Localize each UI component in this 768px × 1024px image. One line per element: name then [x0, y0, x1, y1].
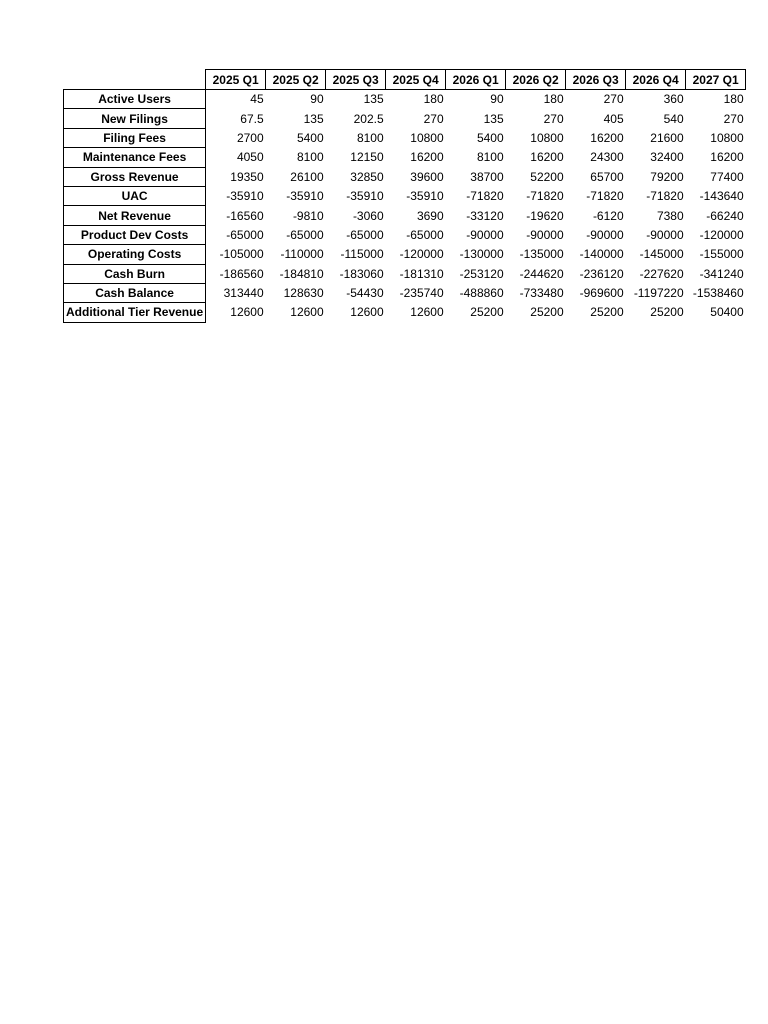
- table-cell[interactable]: 24300: [590, 150, 624, 165]
- table-row: [64, 128, 746, 147]
- table-cell[interactable]: -71820: [586, 189, 624, 204]
- table-cell[interactable]: 10800: [710, 130, 744, 145]
- table-cell[interactable]: 67.5: [240, 111, 264, 126]
- table-cell[interactable]: -65000: [346, 227, 384, 242]
- table-cell[interactable]: -115000: [340, 247, 384, 262]
- table-row: [64, 225, 746, 244]
- table-cell[interactable]: 8100: [296, 150, 324, 165]
- table-cell[interactable]: 360: [663, 92, 684, 107]
- table-cell[interactable]: 313440: [223, 286, 264, 301]
- table-cell[interactable]: 50400: [710, 305, 744, 320]
- table-cell[interactable]: 8100: [356, 130, 384, 145]
- table-cell[interactable]: 16200: [590, 130, 624, 145]
- table-cell[interactable]: 25200: [530, 305, 564, 320]
- table-cell[interactable]: 12600: [230, 305, 264, 320]
- table-cell[interactable]: 38700: [470, 169, 504, 184]
- table-row: [64, 90, 746, 109]
- column-header[interactable]: 2025 Q4: [386, 70, 446, 90]
- column-header[interactable]: 2027 Q1: [686, 70, 746, 90]
- table-cell[interactable]: 25200: [470, 305, 504, 320]
- table-cell[interactable]: 4050: [236, 150, 264, 165]
- table-cell[interactable]: 39600: [410, 169, 444, 184]
- column-header[interactable]: 2026 Q4: [626, 70, 686, 90]
- table-cell[interactable]: -244620: [519, 266, 564, 281]
- table-cell[interactable]: -6120: [592, 208, 624, 223]
- table-cell[interactable]: -33120: [466, 208, 504, 223]
- table-cell[interactable]: 32850: [350, 169, 384, 184]
- table-cell[interactable]: -16560: [226, 208, 264, 223]
- table-cell[interactable]: 405: [603, 111, 624, 126]
- table-cell[interactable]: -3060: [352, 208, 384, 223]
- table-cell[interactable]: 270: [603, 92, 624, 107]
- table-row: [64, 109, 746, 128]
- row-label-cell[interactable]: Active Users: [64, 90, 206, 109]
- table-cell[interactable]: 202.5: [353, 111, 384, 126]
- table-cell[interactable]: 540: [663, 111, 684, 126]
- table-cell[interactable]: -90000: [646, 227, 684, 242]
- table-cell[interactable]: 10800: [530, 130, 564, 145]
- column-header[interactable]: 2026 Q2: [506, 70, 566, 90]
- table-cell[interactable]: 180: [543, 92, 564, 107]
- table-cell[interactable]: 65700: [590, 169, 624, 184]
- column-header[interactable]: 2025 Q1: [206, 70, 266, 90]
- table-cell[interactable]: 180: [723, 92, 744, 107]
- table-cell[interactable]: -35910: [286, 189, 324, 204]
- row-label-cell[interactable]: Maintenance Fees: [64, 148, 206, 167]
- row-label-cell[interactable]: Product Dev Costs: [64, 225, 206, 244]
- column-header[interactable]: 2025 Q2: [266, 70, 326, 90]
- table-cell[interactable]: -135000: [519, 247, 564, 262]
- table-cell[interactable]: -341240: [699, 266, 744, 281]
- table-cell[interactable]: 45: [250, 92, 264, 107]
- table-cell[interactable]: 90: [490, 92, 504, 107]
- table-cell[interactable]: -140000: [579, 247, 624, 262]
- table-cell[interactable]: 5400: [296, 130, 324, 145]
- table-cell[interactable]: -65000: [226, 227, 264, 242]
- table-cell[interactable]: -733480: [519, 286, 564, 301]
- table-cell[interactable]: 19350: [230, 169, 264, 184]
- table-cell[interactable]: -236120: [579, 266, 624, 281]
- table-cell[interactable]: 77400: [710, 169, 744, 184]
- table-row: [64, 283, 746, 302]
- table-cell[interactable]: 12600: [350, 305, 384, 320]
- table-cell[interactable]: -1197220: [633, 286, 684, 301]
- table-cell[interactable]: 135: [363, 92, 384, 107]
- table-cell[interactable]: -253120: [459, 266, 504, 281]
- table-row: [64, 303, 746, 322]
- corner-cell[interactable]: [64, 70, 206, 90]
- table-cell[interactable]: -120000: [699, 227, 744, 242]
- table-cell[interactable]: -145000: [639, 247, 684, 262]
- table-cell[interactable]: -183060: [339, 266, 384, 281]
- table-cell[interactable]: 12600: [410, 305, 444, 320]
- row-label-cell[interactable]: Additional Tier Revenue: [64, 303, 206, 322]
- table-cell[interactable]: 270: [543, 111, 564, 126]
- table-row: [64, 264, 746, 283]
- table-cell[interactable]: 5400: [476, 130, 504, 145]
- table-cell[interactable]: -105000: [219, 247, 264, 262]
- table-cell[interactable]: 79200: [650, 169, 684, 184]
- table-row: [64, 148, 746, 167]
- table-cell[interactable]: -65000: [286, 227, 324, 242]
- table-cell[interactable]: -71820: [526, 189, 564, 204]
- table-cell[interactable]: -1538460: [692, 286, 744, 301]
- table-cell[interactable]: 270: [423, 111, 444, 126]
- table-cell[interactable]: -155000: [699, 247, 744, 262]
- table-cell[interactable]: -143640: [699, 189, 744, 204]
- table-cell[interactable]: 52200: [530, 169, 564, 184]
- table-cell[interactable]: 270: [723, 111, 744, 126]
- row-label-cell[interactable]: UAC: [64, 186, 206, 205]
- table-cell[interactable]: 21600: [650, 130, 684, 145]
- table-row: [64, 245, 746, 264]
- table-cell[interactable]: -90000: [586, 227, 624, 242]
- table-row: [64, 206, 746, 225]
- table-row: [64, 167, 746, 186]
- table-cell[interactable]: -488860: [459, 286, 504, 301]
- table-cell[interactable]: 25200: [590, 305, 624, 320]
- table-cell[interactable]: 32400: [650, 150, 684, 165]
- table-cell[interactable]: 16200: [710, 150, 744, 165]
- table-cell[interactable]: 128630: [283, 286, 324, 301]
- table-cell[interactable]: 180: [423, 92, 444, 107]
- table-cell[interactable]: 135: [483, 111, 504, 126]
- row-label-cell[interactable]: Filing Fees: [64, 128, 206, 147]
- column-header[interactable]: 2025 Q3: [326, 70, 386, 90]
- table-cell[interactable]: -227620: [639, 266, 684, 281]
- column-header[interactable]: 2026 Q3: [566, 70, 626, 90]
- table-cell[interactable]: -90000: [526, 227, 564, 242]
- table-cell[interactable]: 12150: [350, 150, 384, 165]
- table-cell[interactable]: -9810: [292, 208, 324, 223]
- table-cell[interactable]: -71820: [646, 189, 684, 204]
- table-cell[interactable]: 90: [310, 92, 324, 107]
- table-cell[interactable]: -120000: [399, 247, 444, 262]
- row-label-cell[interactable]: Net Revenue: [64, 206, 206, 225]
- row-label-cell[interactable]: Cash Balance: [64, 283, 206, 302]
- column-header[interactable]: 2026 Q1: [446, 70, 506, 90]
- table-cell[interactable]: 12600: [290, 305, 324, 320]
- table-cell[interactable]: -130000: [459, 247, 504, 262]
- table-cell[interactable]: -35910: [346, 189, 384, 204]
- table-cell[interactable]: -54430: [346, 286, 384, 301]
- table-cell[interactable]: -71820: [466, 189, 504, 204]
- table-cell[interactable]: 7380: [656, 208, 684, 223]
- spreadsheet-table: [63, 69, 746, 323]
- table-cell[interactable]: 10800: [410, 130, 444, 145]
- table-cell[interactable]: -186560: [219, 266, 264, 281]
- table-cell[interactable]: -35910: [226, 189, 264, 204]
- row-label-cell[interactable]: New Filings: [64, 109, 206, 128]
- header-row: [64, 70, 746, 90]
- table-cell[interactable]: -184810: [279, 266, 324, 281]
- row-label-cell[interactable]: Operating Costs: [64, 245, 206, 264]
- row-label-cell[interactable]: Gross Revenue: [64, 167, 206, 186]
- table-cell[interactable]: -90000: [466, 227, 504, 242]
- table-cell[interactable]: 16200: [410, 150, 444, 165]
- table-cell[interactable]: 135: [303, 111, 324, 126]
- table-cell[interactable]: 16200: [530, 150, 564, 165]
- table-cell[interactable]: 2700: [236, 130, 264, 145]
- table-cell[interactable]: 8100: [476, 150, 504, 165]
- table-cell[interactable]: 26100: [290, 169, 324, 184]
- table-cell[interactable]: -181310: [399, 266, 444, 281]
- table-cell[interactable]: -66240: [706, 208, 744, 223]
- table-cell[interactable]: -969600: [579, 286, 624, 301]
- table-cell[interactable]: -235740: [399, 286, 444, 301]
- table-cell[interactable]: -110000: [280, 247, 324, 262]
- table-cell[interactable]: -35910: [406, 189, 444, 204]
- table-cell[interactable]: -19620: [526, 208, 564, 223]
- row-label-cell[interactable]: Cash Burn: [64, 264, 206, 283]
- table-row: [64, 186, 746, 205]
- table-cell[interactable]: -65000: [406, 227, 444, 242]
- table-cell[interactable]: 3690: [416, 208, 444, 223]
- table-cell[interactable]: 25200: [650, 305, 684, 320]
